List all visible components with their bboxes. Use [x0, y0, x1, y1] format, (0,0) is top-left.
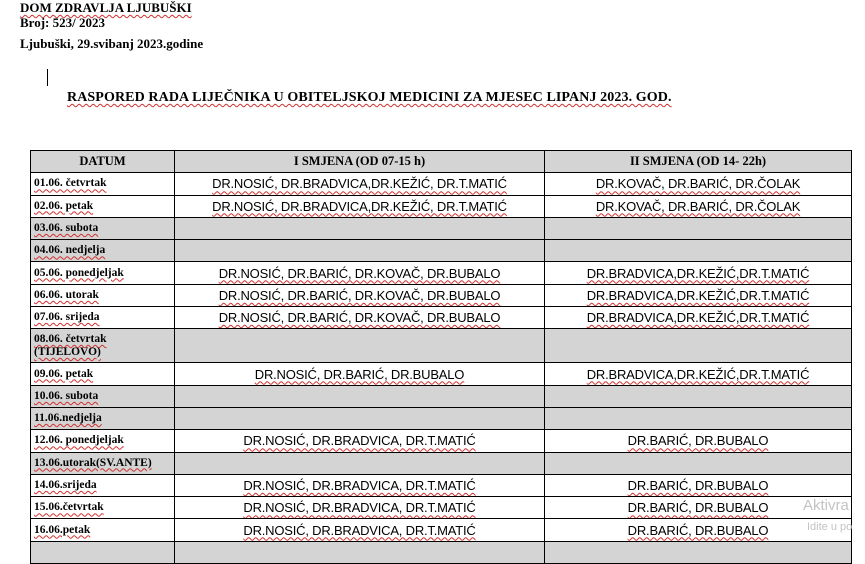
- shift1-cell: DR.NOSIĆ, DR.BRADVICA,DR.KEŽIĆ, DR.T.MATIĆ: [175, 173, 545, 195]
- text-cursor: [47, 69, 48, 86]
- date-cell: 11.06.nedjelja: [31, 407, 175, 429]
- document-number: Broj: 523/ 2023: [20, 15, 105, 30]
- table-row: [31, 474, 852, 496]
- shift1-cell: [175, 240, 545, 262]
- table-row: [31, 284, 852, 306]
- date-cell: 01.06. četvrtak: [31, 173, 175, 195]
- shift2-cell: [545, 407, 852, 429]
- table-row: [31, 262, 852, 284]
- table-row: [31, 307, 852, 329]
- shift2-cell: DR.BARIĆ, DR.BUBALO: [545, 474, 852, 496]
- schedule-table: [30, 150, 852, 564]
- shift1-cell: [175, 385, 545, 407]
- column-header-shift2: II SMJENA (OD 14- 22h): [545, 151, 852, 173]
- shift2-cell: DR.KOVAČ, DR.BARIĆ, DR.ČOLAK: [545, 173, 852, 195]
- table-row-holiday: [31, 407, 852, 429]
- shift2-cell: DR.BRADVICA,DR.KEŽIĆ,DR.T.MATIĆ: [545, 363, 852, 385]
- date-cell: 05.06. ponedjeljak: [31, 262, 175, 284]
- shift1-cell-cut: [175, 541, 545, 563]
- shift2-cell: DR.BARIĆ, DR.BUBALO: [545, 497, 852, 519]
- shift1-cell: DR.NOSIĆ, DR.BRADVICA, DR.T.MATIĆ: [175, 519, 545, 541]
- column-header-date: DATUM: [31, 151, 175, 173]
- table-row: [31, 519, 852, 541]
- table-row-holiday: [31, 452, 852, 474]
- shift2-cell: DR.BRADVICA,DR.KEŽIĆ,DR.T.MATIĆ: [545, 307, 852, 329]
- date-cell: 14.06.srijeda: [31, 474, 175, 496]
- shift2-cell: [545, 329, 852, 363]
- shift1-cell: DR.NOSIĆ, DR.BRADVICA, DR.T.MATIĆ: [175, 474, 545, 496]
- shift2-cell-cut: [545, 541, 852, 563]
- shift2-cell: [545, 385, 852, 407]
- shift2-cell: [545, 217, 852, 239]
- shift1-cell: DR.NOSIĆ, DR.BRADVICA,DR.KEŽIĆ, DR.T.MATIĆ: [175, 195, 545, 217]
- shift1-cell: DR.NOSIĆ, DR.BARIĆ, DR.BUBALO: [175, 363, 545, 385]
- table-row-holiday: [31, 385, 852, 407]
- shift1-cell: DR.NOSIĆ, DR.BARIĆ, DR.KOVAČ, DR.BUBALO: [175, 284, 545, 306]
- shift2-cell: [545, 452, 852, 474]
- date-cell: 16.06.petak: [31, 519, 175, 541]
- date-cell: 09.06. petak: [31, 363, 175, 385]
- table-row-holiday: [31, 240, 852, 262]
- column-header-shift1: I SMJENA (OD 07-15 h): [175, 151, 545, 173]
- place-date: Ljubuški, 29.svibanj 2023.godine: [20, 36, 204, 51]
- date-cell: 02.06. petak: [31, 195, 175, 217]
- date-cell: 15.06.četvrtak: [31, 497, 175, 519]
- shift2-cell: [545, 240, 852, 262]
- shift2-cell: DR.BRADVICA,DR.KEŽIĆ,DR.T.MATIĆ: [545, 284, 852, 306]
- shift2-cell: DR.BARIĆ, DR.BUBALO: [545, 519, 852, 541]
- date-cell: 06.06. utorak: [31, 284, 175, 306]
- table-row: [31, 497, 852, 519]
- shift2-cell: DR.BRADVICA,DR.KEŽIĆ,DR.T.MATIĆ: [545, 262, 852, 284]
- activation-watermark-title: Aktivra: [803, 497, 849, 514]
- table-header-row: [31, 151, 852, 173]
- date-cell: 07.06. srijeda: [31, 307, 175, 329]
- date-cell: 04.06. nedjelja: [31, 240, 175, 262]
- document-title: RASPORED RADA LIJEČNIKA U OBITELJSKOJ MEDICINI ZA MJESEC LIPANJ 2023. GOD.: [67, 90, 672, 105]
- table-row-partial: [31, 541, 852, 563]
- shift1-cell: DR.NOSIĆ, DR.BRADVICA, DR.T.MATIĆ: [175, 430, 545, 452]
- date-text: 08.06. četvrtak: [34, 332, 107, 345]
- date-cell: 13.06.utorak(SV.ANTE): [31, 452, 175, 474]
- date-cell: [31, 329, 175, 363]
- shift1-cell: [175, 407, 545, 429]
- shift2-cell: DR.BARIĆ, DR.BUBALO: [545, 430, 852, 452]
- table-row: [31, 430, 852, 452]
- date-cell: 10.06. subota: [31, 385, 175, 407]
- table-row: [31, 173, 852, 195]
- activation-watermark-subtitle: Idite u po: [807, 521, 853, 533]
- shift1-cell: [175, 217, 545, 239]
- shift1-cell: DR.NOSIĆ, DR.BARIĆ, DR.KOVAČ, DR.BUBALO: [175, 307, 545, 329]
- institution-name: DOM ZDRAVLJA LJUBUŠKI: [20, 0, 192, 15]
- shift1-cell: [175, 452, 545, 474]
- shift1-cell: DR.NOSIĆ, DR.BRADVICA, DR.T.MATIĆ: [175, 497, 545, 519]
- shift1-cell: [175, 329, 545, 363]
- date-cell-cut: [31, 541, 175, 563]
- date-cell: 03.06. subota: [31, 217, 175, 239]
- table-row: [31, 195, 852, 217]
- holiday-name: (TIJELOVO): [34, 345, 101, 358]
- date-cell: 12.06. ponedjeljak: [31, 430, 175, 452]
- table-row: [31, 363, 852, 385]
- shift2-cell: DR.KOVAČ, DR.BARIĆ, DR.ČOLAK: [545, 195, 852, 217]
- table-row-holiday: [31, 217, 852, 239]
- table-row-holiday: [31, 329, 852, 363]
- shift1-cell: DR.NOSIĆ, DR.BARIĆ, DR.KOVAČ, DR.BUBALO: [175, 262, 545, 284]
